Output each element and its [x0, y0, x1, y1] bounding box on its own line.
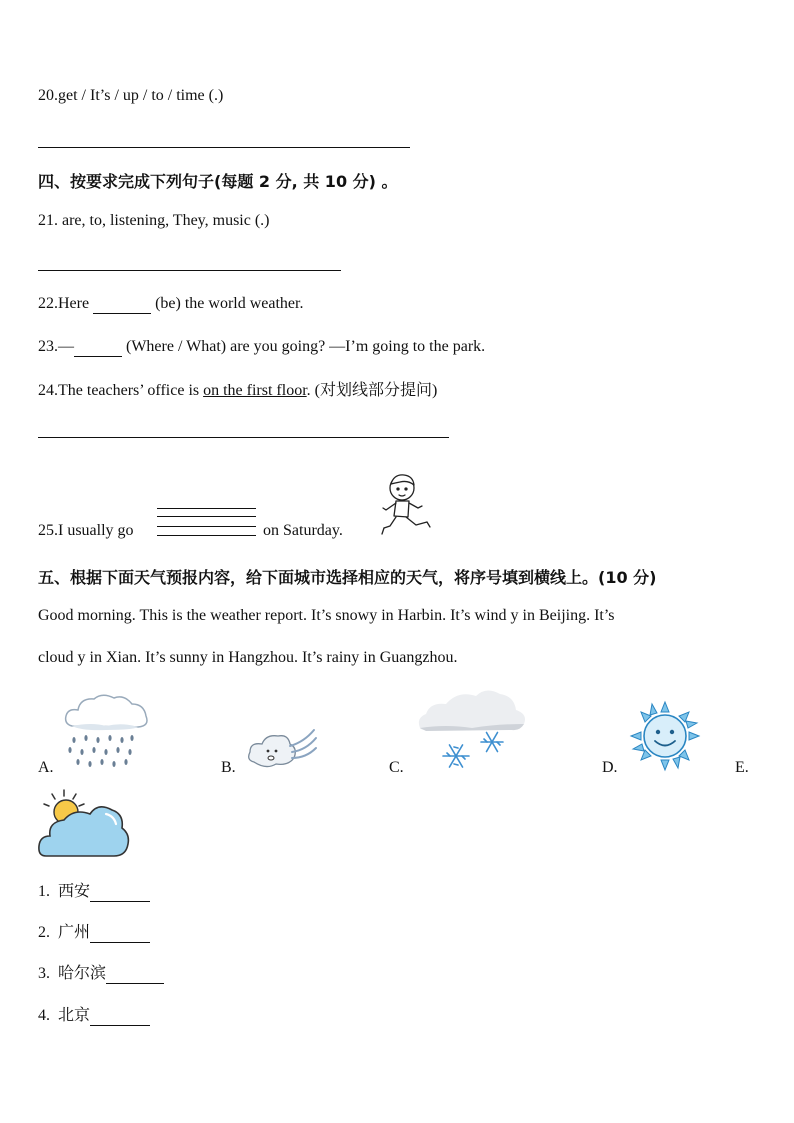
city-2-number: 2. — [38, 924, 50, 941]
writing-line-25-a[interactable] — [157, 508, 256, 509]
question-24-prefix: 24.The teachers’ office is — [38, 382, 204, 399]
city-1-blank[interactable] — [90, 883, 150, 902]
windy-cloud-icon — [246, 720, 318, 776]
weather-report-line-1: Good morning. This is the weather report. It’s snowy in Harbin. It’s wind y in Beijing. It’s — [38, 607, 615, 624]
question-20-number: 20. — [38, 87, 58, 104]
answer-line-24[interactable] — [38, 437, 449, 438]
blank-23[interactable] — [74, 338, 122, 357]
option-e-label: E. — [735, 759, 749, 776]
question-22-suffix: (be) the world weather. — [151, 295, 304, 312]
snowy-cloud-icon — [416, 684, 528, 776]
answer-line-20[interactable] — [38, 147, 410, 148]
question-24 — [38, 377, 437, 400]
writing-line-25-c[interactable] — [157, 526, 256, 527]
option-b-label: B. — [221, 759, 236, 776]
section-5-heading: 五、根据下面天气预报内容，给下面城市选择相应的天气，将序号填到横线上。(10 分) — [38, 568, 657, 587]
city-1-number: 1. — [38, 883, 50, 900]
rainy-cloud-icon — [62, 690, 152, 770]
writing-line-25-b[interactable] — [157, 516, 256, 517]
option-d-label: D. — [602, 759, 618, 776]
answer-line-21[interactable] — [38, 270, 341, 271]
question-23-prefix: 23.— — [38, 338, 74, 355]
question-25-suffix: on Saturday. — [263, 522, 343, 539]
section-4-heading: 四、按要求完成下列句子(每题 2 分, 共 10 分) 。 — [38, 172, 398, 191]
city-1 — [38, 878, 150, 902]
city-4 — [38, 1002, 150, 1026]
question-23 — [38, 338, 485, 357]
city-2-blank[interactable] — [90, 924, 150, 943]
weather-report-line-2: cloud y in Xian. It’s sunny in Hangzhou. It’s rainy in Guangzhou. — [38, 649, 458, 666]
city-3-number: 3. — [38, 965, 50, 982]
writing-line-25-d[interactable] — [157, 535, 256, 536]
cloudy-sun-icon — [36, 786, 132, 862]
option-c-label: C. — [389, 759, 404, 776]
city-4-number: 4. — [38, 1007, 50, 1024]
question-20 — [38, 87, 223, 105]
city-2 — [38, 919, 150, 943]
question-22 — [38, 295, 303, 314]
question-21-text: . are, to, listening, They, music (.) — [54, 212, 270, 229]
city-3 — [38, 960, 164, 984]
question-24-underlined: on the first floor — [203, 382, 307, 399]
question-24-suffix: . (对划线部分提问) — [306, 382, 438, 399]
city-2-name: 广州 — [58, 924, 91, 941]
question-25-prefix: 25.I usually go — [38, 522, 134, 539]
question-20-text: get / It’s / up / to / time (.) — [58, 87, 224, 104]
question-22-prefix: 22.Here — [38, 295, 94, 312]
city-4-blank[interactable] — [90, 1007, 150, 1026]
question-23-suffix: (Where / What) are you going? —I’m going to the park. — [122, 338, 486, 355]
option-a-label: A. — [38, 759, 54, 776]
city-4-name: 北京 — [58, 1007, 91, 1024]
city-3-name: 哈尔滨 — [58, 965, 107, 982]
running-boy-icon — [378, 470, 438, 540]
question-21-number: 21 — [38, 212, 54, 229]
blank-22[interactable] — [93, 295, 151, 314]
question-21 — [38, 212, 270, 230]
city-1-name: 西安 — [58, 883, 91, 900]
city-3-blank[interactable] — [106, 965, 164, 984]
sunny-sun-icon — [629, 700, 701, 772]
